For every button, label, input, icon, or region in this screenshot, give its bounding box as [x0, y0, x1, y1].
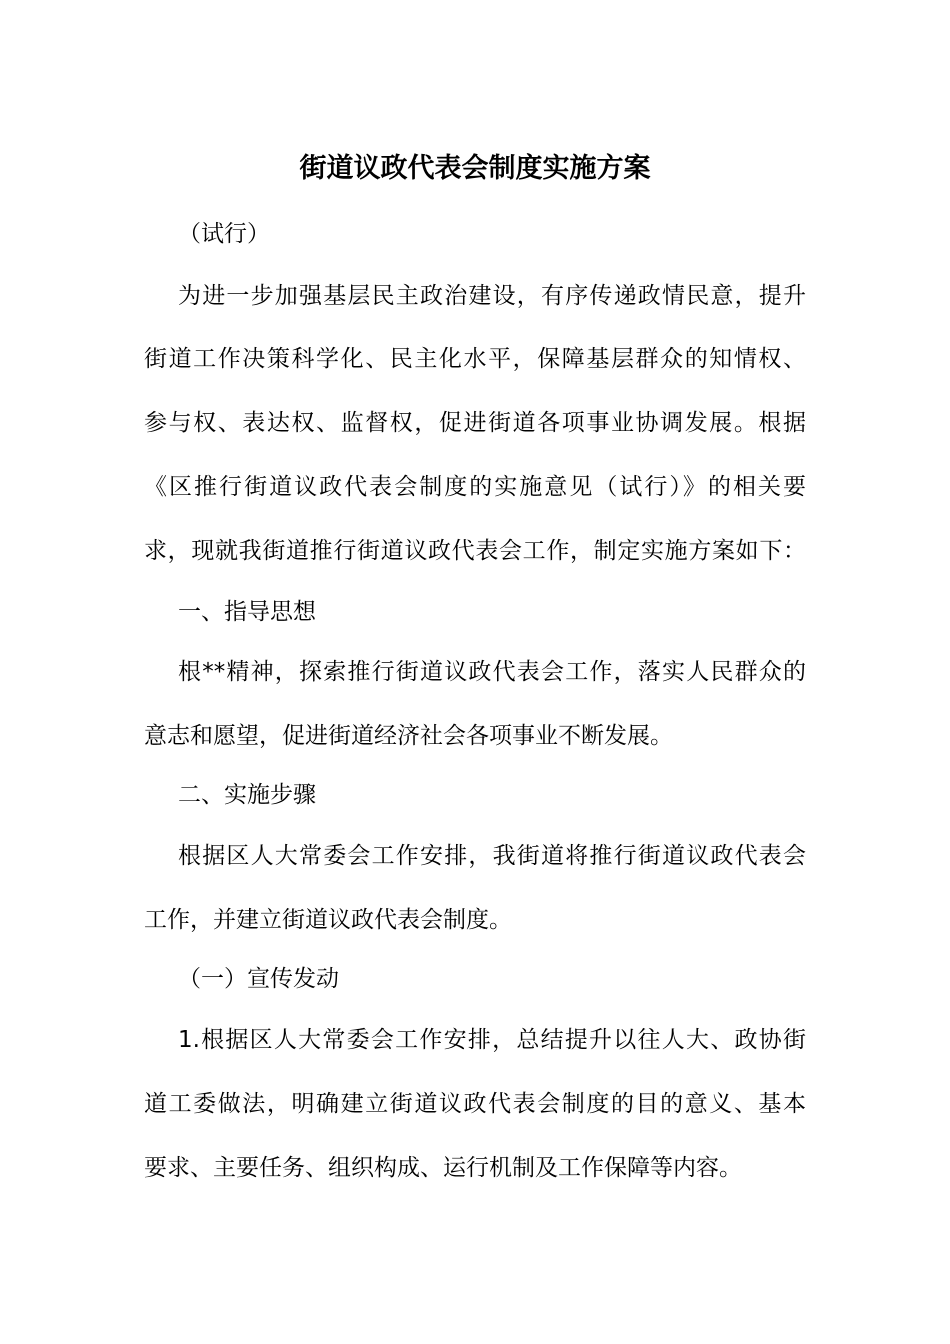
paragraph-line: 1.根据区人大常委会工作安排，总结提升以往人大、政协街	[178, 1027, 806, 1053]
paragraph-line: 根据区人大常委会工作安排，我街道将推行街道议政代表会	[178, 843, 806, 869]
paragraph-line: 街道工作决策科学化、民主化水平，保障基层群众的知情权、	[144, 346, 806, 372]
paragraph-line: 工作，并建立街道议政代表会制度。	[144, 907, 512, 933]
document-title: 街道议政代表会制度实施方案	[299, 153, 651, 184]
paragraph-line: 意志和愿望，促进街道经济社会各项事业不断发展。	[144, 723, 673, 749]
section-heading-1: 一、指导思想	[178, 599, 316, 625]
paragraph-line: 参与权、表达权、监督权，促进街道各项事业协调发展。根据	[144, 410, 806, 436]
section-heading-2: 二、实施步骤	[178, 782, 316, 808]
subtitle-trial: （试行）	[178, 221, 270, 247]
paragraph-line: 要求、主要任务、组织构成、运行机制及工作保障等内容。	[144, 1155, 742, 1181]
paragraph-line: 根**精神，探索推行街道议政代表会工作，落实人民群众的	[178, 659, 806, 685]
paragraph-line: 道工委做法，明确建立街道议政代表会制度的目的意义、基本	[144, 1091, 806, 1117]
subsection-heading: （一）宣传发动	[178, 966, 339, 992]
paragraph-line: 为进一步加强基层民主政治建设，有序传递政情民意，提升	[178, 283, 806, 309]
paragraph-line: 《区推行街道议政代表会制度的实施意见（试行）》的相关要	[144, 474, 806, 500]
paragraph-line: 求，现就我街道推行街道议政代表会工作，制定实施方案如下：	[144, 538, 806, 564]
